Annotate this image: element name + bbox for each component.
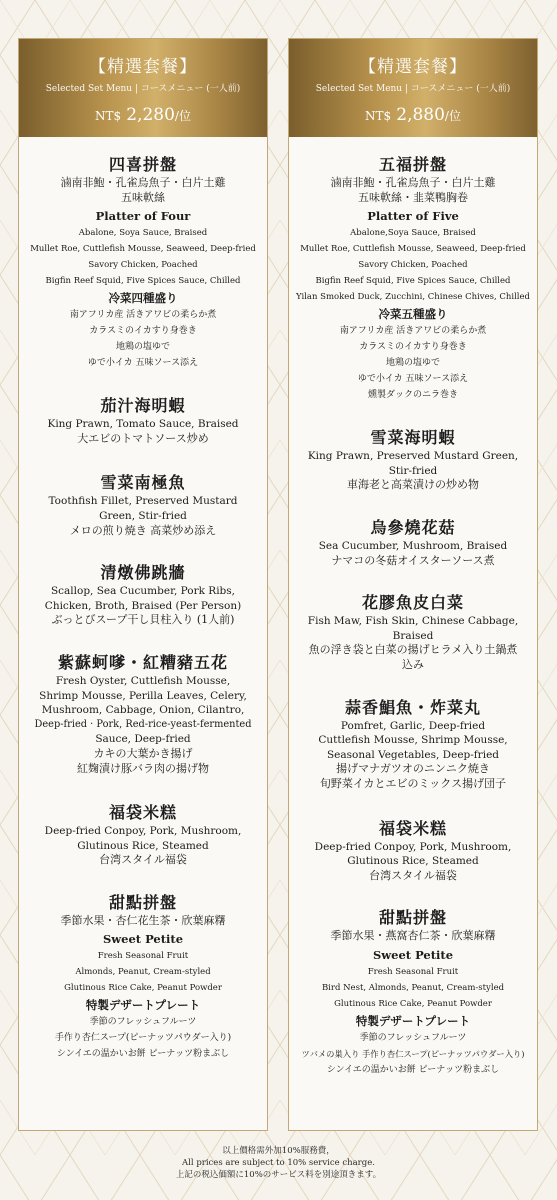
menu-header (19, 39, 267, 137)
dish-line: カラスミのイカすり身巻き (359, 342, 467, 353)
dish-line: 魚の浮き袋と白菜の揚げヒラメ入り土鍋煮 (308, 643, 518, 657)
dish-name: 五福拼盤 (378, 155, 447, 174)
dish-dessert (293, 907, 533, 1078)
dish-line: Pomfret, Garlic, Deep-fried (340, 719, 486, 732)
dish-name: 甜點拼盤 (108, 892, 177, 912)
dish-line: ぶっとびスープ干し貝柱入り (1人前) (51, 613, 235, 627)
dish-line: King Prawn, Preserved Mustard Green, (307, 450, 519, 463)
price-amount: 2,880 (396, 105, 445, 125)
dish-line: シンイエの温かいお餅 ピーナッツ粉まぶし (326, 1064, 500, 1075)
dish-name: 福袋米糕 (108, 803, 177, 823)
dish-jp-title: 特製デザートプレート (85, 998, 201, 1013)
dish-line: Yilan Smoked Duck, Zucchini, Chinese Chives, Chilled (296, 292, 530, 303)
dish-line: Fish Maw, Fish Skin, Chinese Cabbage, (307, 615, 519, 628)
dish-line: Scallop, Sea Cucumber, Pork Ribs, (50, 585, 236, 598)
dish-line: ゆで小イカ 五味ソース添え (357, 374, 469, 385)
dish-line: Shrimp Mousse, Perilla Leaves, Celery, (39, 689, 247, 702)
dish-line: Toothfish Fillet, Preserved Mustard (48, 495, 238, 508)
dish-line: 旬野菜イカとエビのミックス揚げ団子 (319, 776, 507, 790)
price-amount: 2,280 (126, 105, 175, 125)
dish-line: Fresh Seasonal Fruit (367, 966, 459, 977)
dish-jp-title: 特製デザートプレート (355, 1013, 471, 1028)
dish-en-title: Sweet Petite (372, 947, 454, 962)
dish-line: 季節のフレッシュフルーツ (89, 1017, 197, 1028)
dish-en-title: Platter of Four (95, 209, 191, 224)
dish-line: 季節水果・杏仁花生茶・欣葉麻糬 (60, 913, 226, 927)
dish-name: 甜點拼盤 (378, 908, 447, 928)
dish-sea-cucumber (293, 517, 533, 568)
dish-line: Almonds, Peanut, Cream-styled (75, 967, 211, 978)
dish-line: Savory Chicken, Poached (88, 260, 198, 271)
footer-line: 上記の税込価額に10%のサービス料を別途頂きます。 (175, 1170, 382, 1180)
dish-line: Green, Stir-fried (99, 509, 187, 522)
dish-line: 季節水果・燕窩杏仁茶・欣葉麻糬 (330, 929, 496, 943)
price-unit: /位 (444, 109, 461, 123)
dish-line: Fresh Oyster, Cuttlefish Mousse, (55, 674, 231, 687)
dish-line: ゆで小イカ 五味ソース添え (87, 358, 199, 369)
dish-line: 込み (402, 657, 424, 671)
dish-line: 台湾スタイル福袋 (369, 868, 457, 882)
menu-card-right (288, 38, 538, 1131)
dish-en-title: Sweet Petite (102, 932, 184, 947)
dish-jp-title: 冷菜五種盛り (378, 307, 448, 322)
dish-dessert (23, 892, 263, 1063)
menu-subtitle: Selected Set Menu | コースメニュー (一人前) (315, 84, 511, 94)
dish-name: 茄汁海明蝦 (100, 396, 186, 416)
dish-pomfret (293, 697, 533, 792)
dish-line: ツバメの巣入り 手作り杏仁スープ(ピーナッツパウダー入り) (301, 1048, 525, 1059)
dish-toothfish (23, 472, 263, 538)
dish-line: 手作り杏仁スープ(ピーナッツパウダー入り) (54, 1033, 232, 1044)
dish-line: 燻製ダックのニラ巻き (367, 390, 458, 401)
dish-line: カキの大葉かき揚げ (93, 746, 193, 760)
menu-card-left (18, 38, 268, 1131)
service-charge-note (0, 1145, 557, 1181)
dish-line: メロの煎り焼き 高菜炒め添え (69, 523, 217, 537)
dish-line: Glutinous Rice, Steamed (77, 839, 209, 852)
dish-line: ナマコの冬菇オイスターソース煮 (331, 553, 495, 567)
dish-name: 花膠魚皮白菜 (361, 593, 464, 613)
dish-line: Sauce, Deep-fried (95, 733, 191, 746)
price-currency: NT$ (365, 109, 392, 123)
dish-line: 揚げマナガツオのニンニク焼き (336, 762, 490, 776)
menu-subtitle: Selected Set Menu | コースメニュー (一人前) (45, 84, 241, 94)
dish-line: 滷南非鮑・孔雀烏魚子・白片土雞 (330, 176, 496, 189)
dish-line: Glutinous Rice Cake, Peanut Powder (334, 998, 492, 1009)
dish-name: 雪菜南極魚 (100, 473, 186, 493)
dish-line: Deep-fried Conpoy, Pork, Mushroom, (44, 825, 242, 838)
dish-line: 滷南非鮑・孔雀烏魚子・白片土雞 (60, 176, 226, 189)
dish-line: Braised (392, 629, 434, 642)
menu-title: 【精選套餐】 (89, 57, 197, 77)
dish-name: 雪菜海明蝦 (370, 428, 456, 448)
dish-name: 福袋米糕 (378, 818, 447, 838)
dish-line: Bigfin Reef Squid, Five Spices Sauce, Chilled (315, 276, 511, 287)
dish-line: Abalone,Soya Sauce, Braised (350, 228, 476, 239)
dish-line: 紅麹漬け豚バラ肉の揚げ物 (77, 761, 209, 775)
dish-name: 四喜拼盤 (108, 155, 177, 174)
footer-line: 以上價格需外加10%服務費， (222, 1146, 335, 1156)
dish-line: King Prawn, Tomato Sauce, Braised (47, 418, 239, 431)
price-currency: NT$ (95, 109, 122, 123)
dish-line: Deep-fried · Pork, Red-rice-yeast-fermented (34, 718, 252, 730)
dish-line: Mullet Roe, Cuttlefish Mousse, Seaweed, Deep-fried (300, 244, 526, 255)
dish-line: Mullet Roe, Cuttlefish Mousse, Seaweed, Deep-fried (30, 244, 256, 255)
dish-rice-bag (293, 818, 533, 884)
dish-line: 地鶏の塩ゆで (385, 358, 440, 369)
dish-line: 大エビのトマトソース炒め (77, 431, 209, 445)
dish-name: 紫蘇蚵嗲・紅糟豬五花 (57, 652, 228, 672)
dish-line: Abalone, Soya Sauce, Braised (78, 228, 208, 239)
dish-line: Chicken, Broth, Braised (Per Person) (44, 599, 242, 612)
dish-line: Glutinous Rice, Steamed (347, 855, 479, 868)
dish-platter (293, 154, 533, 403)
footer-line: All prices are subject to 10% service charge. (182, 1158, 375, 1168)
dish-name: 烏參燒花菇 (370, 517, 456, 537)
dish-fish-maw (293, 592, 533, 672)
dish-line: Deep-fried Conpoy, Pork, Mushroom, (314, 840, 512, 853)
dish-line: Seasonal Vegetables, Deep-fried (326, 748, 499, 761)
dish-name: 蒜香鯧魚・炸菜丸 (344, 697, 481, 717)
dish-line: Stir-fried (388, 464, 438, 477)
menu-price (19, 105, 267, 126)
dish-rice-bag (23, 802, 263, 868)
dish-platter (23, 154, 263, 371)
dish-line: Savory Chicken, Poached (358, 260, 468, 271)
dish-line: Cuttlefish Mousse, Shrimp Mousse, (318, 734, 508, 747)
dish-line: Sea Cucumber, Mushroom, Braised (318, 539, 508, 552)
dish-line: 季節のフレッシュフルーツ (359, 1032, 467, 1043)
dish-line: Fresh Seasonal Fruit (97, 951, 189, 962)
dish-en-title: Platter of Five (367, 209, 459, 224)
dish-prawn (23, 395, 263, 446)
dish-line: 台湾スタイル福袋 (99, 853, 187, 867)
dish-line: 南アフリカ産 活きアワビの柔らか煮 (339, 326, 487, 337)
dish-line: シンイエの温かいお餅 ピーナッツ粉まぶし (56, 1049, 230, 1060)
dish-line: 五味軟絲 (121, 190, 165, 204)
dish-line: 地鶏の塩ゆで (115, 342, 170, 353)
price-unit: /位 (174, 109, 191, 123)
dish-soup (23, 562, 263, 628)
dish-line: Glutinous Rice Cake, Peanut Powder (64, 983, 222, 994)
dish-line: Bird Nest, Almonds, Peanut, Cream-styled (321, 982, 505, 993)
dish-line: Bigfin Reef Squid, Five Spices Sauce, Chilled (45, 276, 241, 287)
dish-oyster-pork (23, 652, 263, 776)
dish-line: 五味軟絲・韭菜鴨胸卷 (358, 190, 468, 204)
dish-line: カラスミのイカすり身巻き (89, 326, 197, 337)
dish-jp-title: 冷菜四種盛り (108, 291, 178, 306)
dish-line: Mushroom, Cabbage, Onion, Cilantro, (41, 704, 245, 717)
dish-name: 清燉佛跳牆 (100, 563, 186, 583)
dish-prawn (293, 427, 533, 493)
menu-header (289, 39, 537, 137)
menu-price (289, 105, 537, 126)
dish-line: 南アフリカ産 活きアワビの柔らか煮 (69, 310, 217, 321)
menu-title: 【精選套餐】 (359, 57, 467, 77)
dish-line: 車海老と高菜漬けの炒め物 (347, 478, 479, 492)
